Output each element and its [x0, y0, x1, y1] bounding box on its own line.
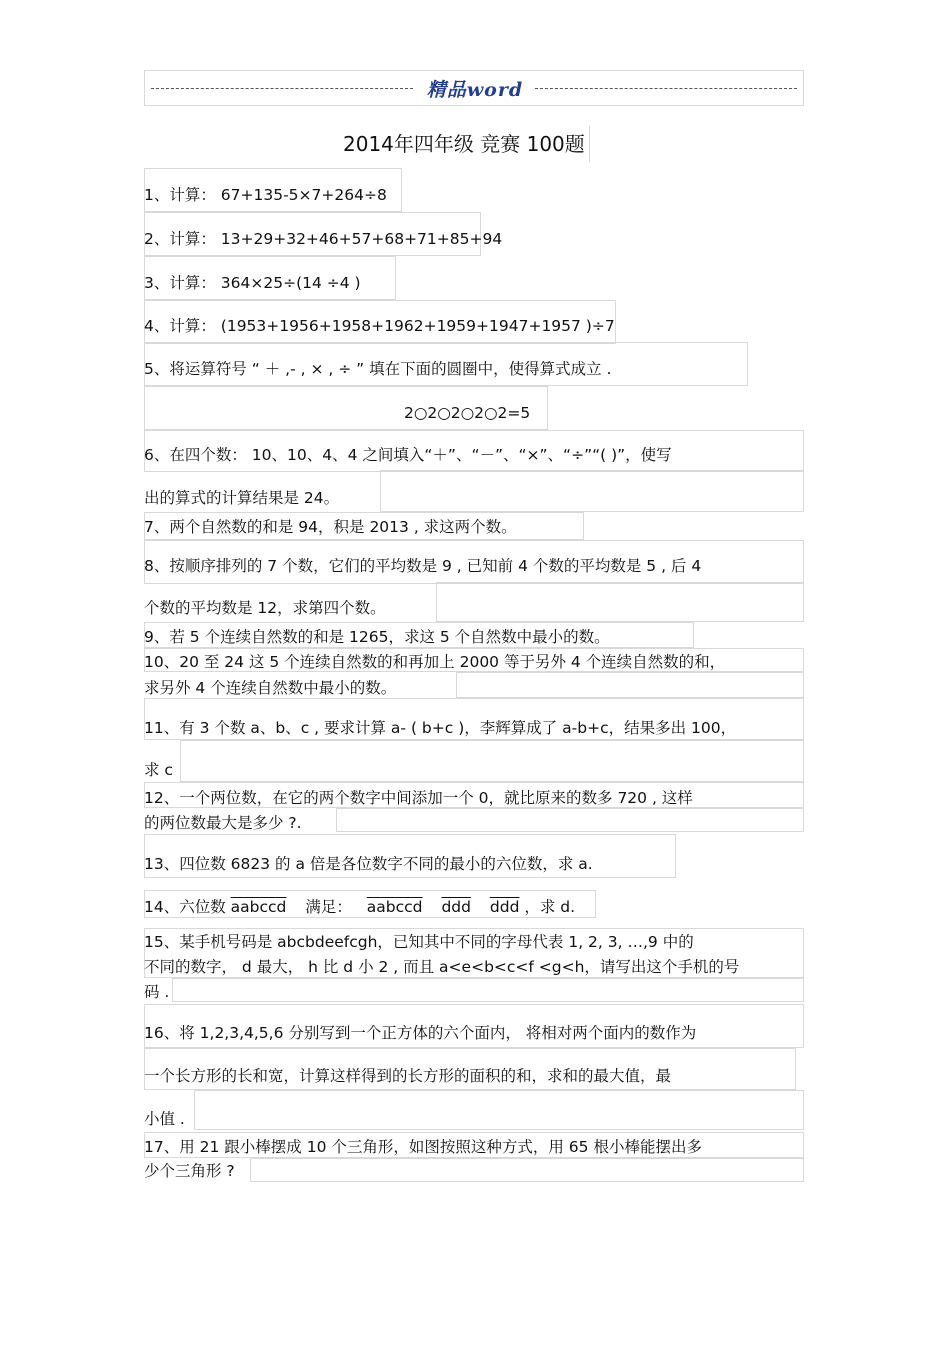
- scan-box: [456, 672, 804, 698]
- page-title: 2014年四年级 竞赛 100题: [343, 126, 590, 162]
- scan-box: [250, 1158, 804, 1182]
- scan-box: [336, 808, 804, 832]
- number-aabccd-2: aabccd: [366, 898, 423, 916]
- question-5-equation: 2○2○2○2○2=5: [404, 404, 531, 422]
- question-11-line-1: 11、有 3 个数 a、b、c , 要求计算 a- ( b+c )，李辉算成了 a-b+c，结果多出 100，: [144, 719, 737, 737]
- question-10-line-1: 10、20 至 24 这 5 个连续自然数的和再加上 2000 等于另外 4 个连续自然数的和，: [144, 653, 726, 671]
- question-12-line-1: 12、一个两位数，在它的两个数字中间添加一个 0，就比原来的数多 720 , 这样: [144, 789, 693, 807]
- question-6-line-2: 出的算式的计算结果是 24。: [144, 489, 340, 507]
- question-14-tail: ，求 d.: [524, 898, 576, 916]
- question-13: 13、四位数 6823 的 a 倍是各位数字不同的最小的六位数，求 a.: [144, 855, 593, 873]
- question-12-line-2: 的两位数最大是多少 ?.: [144, 814, 302, 832]
- scan-box: [172, 978, 804, 1002]
- scan-box: [194, 1090, 804, 1130]
- question-14: [144, 897, 575, 917]
- number-ddd-2: $\overline{ddd}$: [489, 898, 520, 916]
- question-15-line-2: 不同的数字， d 最大， h 比 d 小 2 , 而且 a<e<b<c<f <g<h，请写出这个手机的号: [144, 958, 740, 976]
- number-ddd: $\overline{ddd}$: [441, 898, 471, 916]
- number-aabccd: aabccd: [230, 898, 287, 916]
- question-15-line-1: 15、某手机号码是 abcbdeefcgh，已知其中不同的字母代表 1, 2, 3, …,9 中的: [144, 933, 694, 951]
- question-8-line-1: 8、按顺序排列的 7 个数，它们的平均数是 9 , 已知前 4 个数的平均数是 5 , 后 4: [144, 557, 702, 575]
- question-10-line-2: 求另外 4 个连续自然数中最小的数。: [144, 679, 397, 697]
- header-divider-left: [151, 88, 413, 89]
- question-16-line-3: 小值 .: [144, 1110, 185, 1128]
- question-14-prefix: 14、六位数: [144, 898, 226, 916]
- satisfy-label: 满足：: [305, 898, 352, 916]
- question-8-line-2: 个数的平均数是 12，求第四个数。: [144, 599, 386, 617]
- question-4: 4、计算： (1953+1956+1958+1962+1959+1947+1957 )÷7: [144, 317, 615, 335]
- scan-box: [380, 470, 804, 512]
- question-5: 5、将运算符号 “ ＋ ,- , × , ÷ ” 填在下面的圆圈中，使得算式成立 .: [144, 360, 612, 378]
- question-1: 1、计算： 67+135-5×7+264÷8: [144, 186, 387, 204]
- page-header: [144, 70, 804, 106]
- question-6-line-1: 6、在四个数： 10、10、4、4 之间填入“＋”、“－”、“×”、“÷”“( )”，使写: [144, 446, 672, 464]
- question-16-line-1: 16、将 1,2,3,4,5,6 分别写到一个正方体的六个面内， 将相对两个面内的数作为: [144, 1024, 697, 1042]
- scan-box: [180, 740, 804, 782]
- watermark-logo: 精品word: [426, 79, 524, 101]
- question-16-line-2: 一个长方形的长和宽，计算这样得到的长方形的面积的和，求和的最大值，最: [144, 1067, 672, 1085]
- question-9: 9、若 5 个连续自然数的和是 1265，求这 5 个自然数中最小的数。: [144, 628, 610, 646]
- question-2: 2、计算： 13+29+32+46+57+68+71+85+94: [144, 230, 503, 248]
- header-divider-right: [535, 88, 797, 89]
- question-3: 3、计算： 364×25÷(14 ÷4 ): [144, 274, 361, 292]
- question-11-line-2: 求 c: [144, 761, 173, 779]
- question-7: 7、两个自然数的和是 94，积是 2013 , 求这两个数。: [144, 518, 517, 536]
- question-17-line-1: 17、用 21 跟小棒摆成 10 个三角形，如图按照这种方式，用 65 根小棒能摆出多: [144, 1138, 702, 1156]
- scan-box: [436, 582, 804, 622]
- question-15-line-3: 码 .: [144, 983, 170, 1001]
- question-17-line-2: 少个三角形 ?: [144, 1162, 235, 1180]
